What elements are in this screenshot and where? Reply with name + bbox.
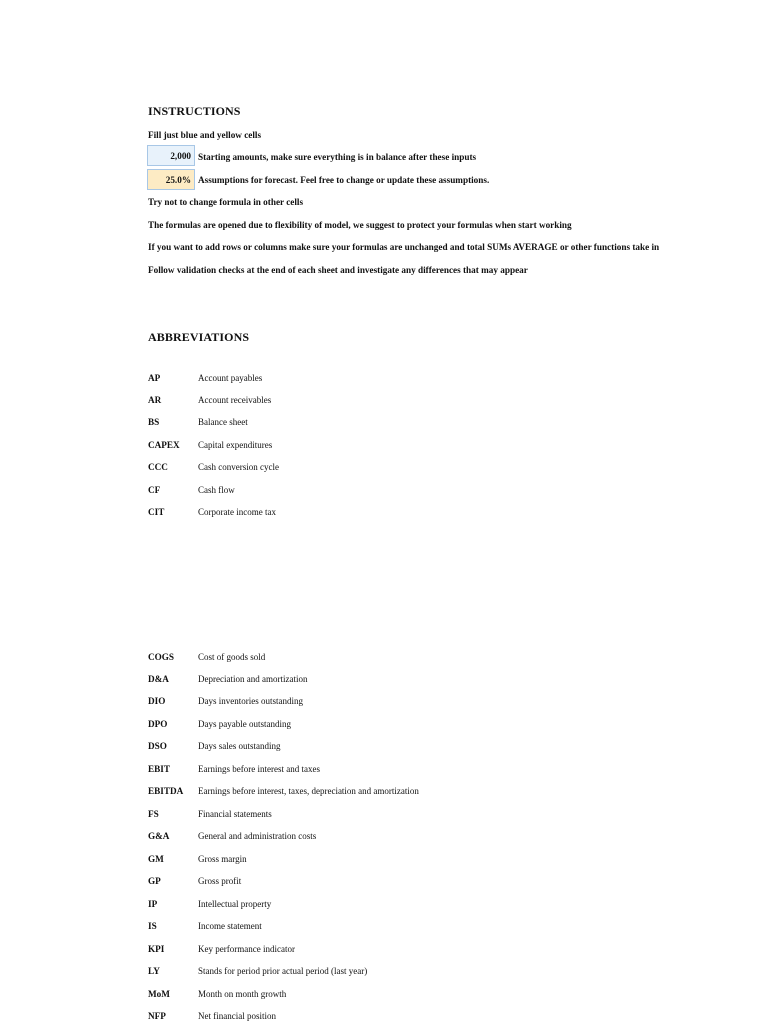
instruction-fill-note: Fill just blue and yellow cells [148, 130, 262, 140]
abbreviation-definition: Earnings before interest, taxes, depreciation and amortization [198, 786, 419, 796]
abbreviation-row [0, 696, 768, 710]
abbreviation-definition: Net financial position [198, 1011, 276, 1021]
instructions-title: INSTRUCTIONS [148, 104, 241, 118]
abbreviation-definition: Gross margin [198, 854, 247, 864]
yellow-input-cell[interactable]: 25.0% [147, 169, 195, 190]
abbreviation-definition: Corporate income tax [198, 507, 276, 517]
abbreviation-row [0, 899, 768, 913]
abbreviation-definition: Income statement [198, 921, 262, 931]
abbreviation-row [0, 417, 768, 431]
abbreviation-row [0, 809, 768, 823]
abbreviation-key: CAPEX [148, 440, 180, 450]
abbreviation-key: GP [148, 876, 161, 886]
abbreviation-row [0, 831, 768, 845]
abbreviation-row [0, 921, 768, 935]
abbreviation-definition: Stands for period prior actual period (last year) [198, 966, 368, 976]
abbreviation-definition: Depreciation and amortization [198, 674, 308, 684]
abbreviation-row [0, 674, 768, 688]
abbreviation-row [0, 485, 768, 499]
abbreviation-key: IS [148, 921, 157, 931]
abbreviation-definition: Cash conversion cycle [198, 462, 279, 472]
abbreviation-key: COGS [148, 652, 175, 662]
abbreviation-key: GM [148, 854, 164, 864]
abbreviation-key: G&A [148, 831, 170, 841]
abbreviation-row [0, 989, 768, 1003]
instruction-protect: The formulas are opened due to flexibility of model, we suggest to protect your formulas when start working [148, 220, 572, 230]
abbreviation-row [0, 944, 768, 958]
abbreviation-key: FS [148, 809, 159, 819]
abbreviation-row [0, 786, 768, 800]
abbreviation-key: IP [148, 899, 158, 909]
instruction-validation: Follow validation checks at the end of each sheet and investigate any differences that may appear [148, 265, 528, 275]
abbreviation-key: DPO [148, 719, 168, 729]
abbreviation-definition: Financial statements [198, 809, 272, 819]
abbreviation-row [0, 507, 768, 521]
abbreviation-definition: Capital expenditures [198, 440, 273, 450]
abbreviation-row [0, 719, 768, 733]
abbreviation-key: EBITDA [148, 786, 184, 796]
blue-input-cell[interactable]: 2,000 [147, 145, 195, 166]
blue-cell-note: Starting amounts, make sure everything is in balance after these inputs [198, 152, 477, 162]
abbreviation-definition: Balance sheet [198, 417, 248, 427]
abbreviation-key: EBIT [148, 764, 170, 774]
abbreviation-key: BS [148, 417, 160, 427]
abbreviation-key: CCC [148, 462, 168, 472]
abbreviation-definition: Days payable outstanding [198, 719, 291, 729]
abbreviation-row [0, 764, 768, 778]
abbreviation-key: NFP [148, 1011, 166, 1021]
abbreviation-row [0, 876, 768, 890]
abbreviation-key: MoM [148, 989, 170, 999]
abbreviation-definition: Cash flow [198, 485, 235, 495]
abbreviation-definition: Days sales outstanding [198, 741, 281, 751]
abbreviation-row [0, 854, 768, 868]
abbreviation-definition: Account payables [198, 373, 263, 383]
abbreviation-key: DIO [148, 696, 166, 706]
abbreviation-row [0, 1011, 768, 1024]
abbreviation-definition: Month on month growth [198, 989, 287, 999]
abbreviation-definition: Key performance indicator [198, 944, 295, 954]
abbreviation-row [0, 741, 768, 755]
instruction-formula: Try not to change formula in other cells [148, 197, 304, 207]
abbreviation-row [0, 395, 768, 409]
abbreviation-definition: Account receivables [198, 395, 272, 405]
abbreviation-key: DSO [148, 741, 167, 751]
abbreviation-definition: General and administration costs [198, 831, 317, 841]
abbreviations-title: ABBREVIATIONS [148, 330, 250, 344]
abbreviation-definition: Gross profit [198, 876, 242, 886]
instruction-rows: If you want to add rows or columns make sure your formulas are unchanged and total SUMs AVERAGE or other functions take in [148, 242, 660, 252]
yellow-cell-note: Assumptions for forecast. Feel free to change or update these assumptions. [198, 175, 490, 185]
abbreviation-row [0, 373, 768, 387]
abbreviation-row [0, 966, 768, 980]
abbreviation-row [0, 462, 768, 476]
abbreviation-definition: Days inventories outstanding [198, 696, 303, 706]
abbreviation-key: LY [148, 966, 160, 976]
abbreviation-key: CIT [148, 507, 165, 517]
abbreviation-row [0, 652, 768, 666]
abbreviation-key: KPI [148, 944, 165, 954]
abbreviation-definition: Earnings before interest and taxes [198, 764, 320, 774]
abbreviation-key: AP [148, 373, 161, 383]
abbreviation-key: CF [148, 485, 161, 495]
abbreviation-key: AR [148, 395, 162, 405]
abbreviation-key: D&A [148, 674, 169, 684]
abbreviation-row [0, 440, 768, 454]
abbreviation-definition: Intellectual property [198, 899, 272, 909]
abbreviation-definition: Cost of goods sold [198, 652, 266, 662]
